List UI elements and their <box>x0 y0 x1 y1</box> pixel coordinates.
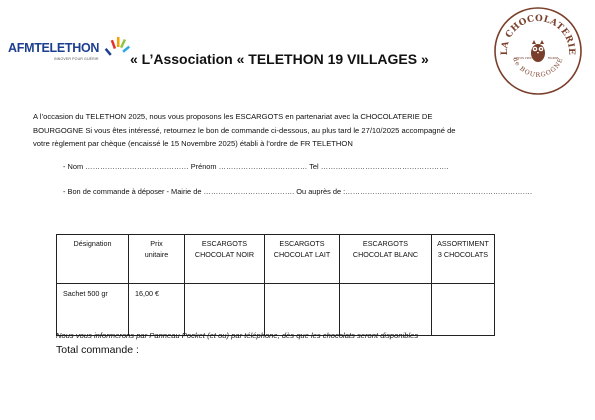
page-title: « L’Association « TELETHON 19 VILLAGES » <box>130 51 429 67</box>
total-order-label[interactable]: Total commande : <box>56 344 139 356</box>
svg-text:LA CHOCOLATERIE: LA CHOCOLATERIE <box>499 13 577 56</box>
header-chocolat-blanc: ESCARGOTS CHOCOLAT BLANC <box>340 235 432 284</box>
table-row <box>57 284 495 336</box>
afm-logo-tagline: INNOVER POUR GUÉRIR <box>54 57 99 61</box>
order-table-header-row <box>57 235 495 284</box>
quantity-cell-lait[interactable] <box>265 284 340 336</box>
svg-text:FRANCE: FRANCE <box>547 57 559 60</box>
intro-line-3: votre règlement par chèque (encaissé le 15 Novembre 2025) établi à l’ordre de FR TELETHON <box>33 139 353 149</box>
afm-logo-afm: AFM <box>8 41 35 55</box>
intro-paragraph <box>33 110 563 151</box>
owl-icon <box>531 40 545 62</box>
cell-prix: 16,00 € <box>129 284 185 336</box>
chocolaterie-logo <box>493 6 583 96</box>
drop-off-location-line[interactable]: - Bon de commande à déposer - Mairie de ………………………………. Ou auprès de :…………………………………………………………………. <box>63 187 532 196</box>
header-designation: Désignation <box>57 235 129 284</box>
intro-line-1: A l’occasion du TELETHON 2025, nous vous proposons les ESCARGOTS en partenariat avec la CHOCOLATERIE DE <box>33 112 433 121</box>
header-prix-unitaire: Prix unitaire <box>129 235 185 284</box>
header-chocolat-lait: ESCARGOTS CHOCOLAT LAIT <box>265 235 340 284</box>
afm-logo-telethon: TELETHON <box>34 41 100 55</box>
header-assortiment: ASSORTIMENT 3 CHOCOLATS <box>432 235 495 284</box>
name-phone-fields-line[interactable]: - Nom …………………………………… Prénom ……………………………… Tel ……………………………………………. <box>63 162 449 171</box>
availability-note: Nous vous informerons par Panneau Pocket (et ou) par téléphone, dès que les chocolats seront disponibles <box>56 331 419 340</box>
intro-line-2: BOURGOGNE Si vous êtes intéressé, retournez le bon de commande ci-dessous, au plus tard le 27/10/2025 accompagné de <box>33 125 456 135</box>
order-table <box>56 234 495 336</box>
quantity-cell-noir[interactable] <box>185 284 265 336</box>
quantity-cell-assortiment[interactable] <box>432 284 495 336</box>
afm-telethon-logo <box>8 38 128 64</box>
svg-text:de BOURGOGNE: de BOURGOGNE <box>511 56 565 79</box>
afm-logo-wordmark <box>8 41 99 55</box>
header-chocolat-noir: ESCARGOTS CHOCOLAT NOIR <box>185 235 265 284</box>
svg-text:DEPUIS 1989: DEPUIS 1989 <box>514 57 532 60</box>
quantity-cell-blanc[interactable] <box>340 284 432 336</box>
afm-sun-rays-icon <box>102 34 132 62</box>
cell-designation: Sachet 500 gr <box>57 284 129 336</box>
